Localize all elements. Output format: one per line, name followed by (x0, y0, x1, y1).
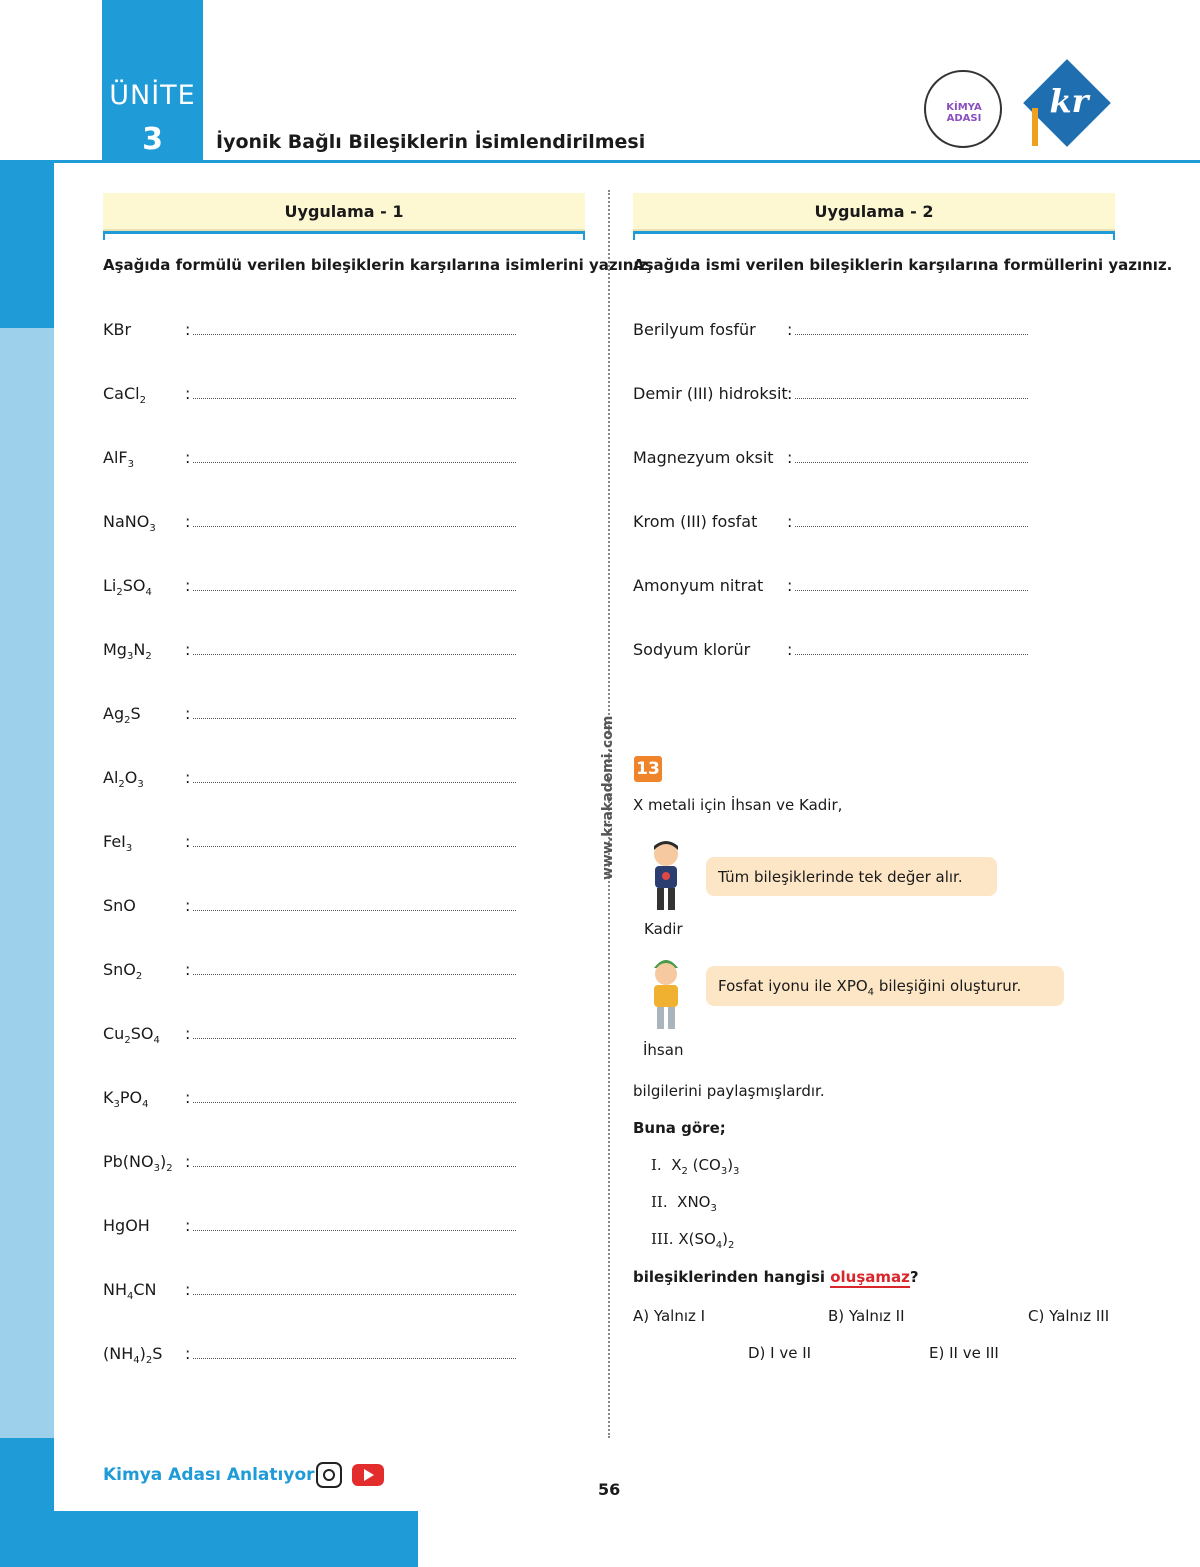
formula: $Cu_2SO_4$ (103, 1024, 160, 1047)
answer-line[interactable] (795, 386, 1028, 399)
logo-text: KİMYA ADASI (946, 102, 982, 124)
formula-row (103, 640, 191, 663)
compound-name-row (633, 512, 793, 531)
formula: $(NH_4)_2S$ (103, 1344, 163, 1367)
colon: : (185, 576, 191, 595)
colon: : (185, 512, 191, 531)
colon: : (185, 320, 191, 339)
logo-tassel (1032, 108, 1038, 146)
formula-row (103, 704, 191, 727)
header-divider (0, 160, 1200, 163)
section2-title: Uygulama - 2 (814, 202, 934, 221)
answer-line[interactable] (193, 898, 516, 911)
formula-row (103, 384, 191, 407)
formula: CaCl$_2$ (103, 384, 146, 407)
compound-name-row (633, 448, 793, 467)
answer-line[interactable] (193, 1026, 516, 1039)
colon: : (185, 960, 191, 979)
section2-instruction: Aşağıda ismi verilen bileşiklerin karşılarına formüllerini yazınız. (633, 256, 1173, 274)
formula: $K_3PO_4$ (103, 1088, 149, 1111)
footer-band (0, 1438, 54, 1511)
colon: : (185, 1280, 191, 1299)
answer-line[interactable] (193, 322, 516, 335)
compound-name-row (633, 320, 793, 339)
colon: : (185, 1216, 191, 1235)
answer-line[interactable] (193, 1154, 516, 1167)
formula-row (103, 960, 191, 983)
section2-header (633, 193, 1115, 234)
page-title: İyonik Bağlı Bileşiklerin İsimlendirilmesi (216, 131, 646, 153)
colon: : (787, 640, 793, 659)
kadir-figure-icon (646, 838, 686, 914)
compound-name: Krom (III) fosfat (633, 512, 758, 531)
kadir-name: Kadir (644, 920, 683, 938)
formula: SnO (103, 896, 136, 915)
colon: : (185, 704, 191, 723)
colon: : (185, 1344, 191, 1363)
formula: AlF$_3$ (103, 448, 134, 471)
answer-line[interactable] (193, 1346, 516, 1359)
answer-d[interactable]: D) I ve II (748, 1344, 812, 1362)
shared-text: bilgilerini paylaşmışlardır. (633, 1082, 825, 1100)
formula-row (103, 512, 191, 535)
answer-line[interactable] (795, 514, 1028, 527)
formula: NaNO$_3$ (103, 512, 156, 535)
sidebar-band-light (0, 328, 54, 1438)
kr-logo-text: kr (1049, 82, 1089, 120)
website-text: www.krakademi.com (600, 715, 616, 880)
question-ask: bileşiklerinden hangisi oluşamaz? (633, 1268, 919, 1286)
ihsan-speech-bubble (706, 966, 1064, 1006)
answer-line[interactable] (193, 642, 516, 655)
answer-b[interactable]: B) Yalnız II (828, 1307, 905, 1325)
unit-label: ÜNİTE (109, 80, 196, 111)
kadir-statement: Tüm bileşiklerinde tek değer alır. (718, 868, 963, 886)
colon: : (787, 384, 793, 403)
question-intro: X metali için İhsan ve Kadir, (633, 796, 843, 814)
kimya-adasi-logo (924, 70, 1002, 148)
colon: : (185, 448, 191, 467)
youtube-icon[interactable] (352, 1464, 384, 1486)
compound-name-row (633, 640, 793, 659)
formula-row (103, 1280, 191, 1303)
answer-line[interactable] (193, 450, 516, 463)
answer-c[interactable]: C) Yalnız III (1028, 1307, 1110, 1325)
colon: : (185, 768, 191, 787)
answer-line[interactable] (795, 450, 1028, 463)
formula-row (103, 1344, 191, 1367)
section1-header (103, 193, 585, 234)
option-2: II. $XNO_3$ (651, 1193, 717, 1214)
footer-band-bottom (0, 1511, 418, 1567)
answer-line[interactable] (193, 578, 516, 591)
unit-number: 3 (142, 122, 163, 157)
compound-name-row (633, 384, 793, 403)
formula-row (103, 1024, 191, 1047)
answer-line[interactable] (193, 1282, 516, 1295)
ihsan-statement: Fosfat iyonu ile $XPO_4$ bileşiğini oluşturur. (718, 977, 1022, 998)
colon: : (787, 512, 793, 531)
kadir-speech-bubble (706, 857, 997, 896)
answer-line[interactable] (795, 642, 1028, 655)
formula-row (103, 832, 191, 855)
page-number: 56 (598, 1480, 621, 1499)
ihsan-figure-icon (646, 954, 686, 1032)
formula-row (103, 1088, 191, 1111)
answer-line[interactable] (193, 1218, 516, 1231)
answer-line[interactable] (795, 578, 1028, 591)
formula-row (103, 576, 191, 599)
formula: $Li_2SO_4$ (103, 576, 152, 599)
formula-row (103, 448, 191, 471)
formula: FeI$_3$ (103, 832, 133, 855)
answer-line[interactable] (193, 834, 516, 847)
compound-name-row (633, 576, 793, 595)
answer-line[interactable] (193, 962, 516, 975)
section1-instruction: Aşağıda formülü verilen bileşiklerin karşılarına isimlerini yazınız. (103, 256, 654, 274)
formula: $Mg_3N_2$ (103, 640, 152, 663)
colon: : (185, 384, 191, 403)
colon: : (185, 1152, 191, 1171)
colon: : (787, 448, 793, 467)
colon: : (185, 1024, 191, 1043)
formula-row (103, 896, 191, 918)
compound-name: Magnezyum oksit (633, 448, 774, 467)
emphasis-word: oluşamaz (830, 1268, 910, 1286)
formula: $Pb(NO_3)_2$ (103, 1152, 173, 1175)
formula-row (103, 1152, 191, 1175)
answer-line[interactable] (193, 770, 516, 783)
formula: $Ag_2S$ (103, 704, 141, 727)
colon: : (787, 576, 793, 595)
answer-e[interactable]: E) II ve III (929, 1344, 999, 1362)
formula: KBr (103, 320, 132, 339)
option-3: III. $X(SO_4)_2$ (651, 1230, 735, 1251)
answer-line[interactable] (193, 386, 516, 399)
footer-brand: Kimya Adası Anlatıyor (103, 1465, 315, 1485)
answer-a[interactable]: A) Yalnız I (633, 1307, 706, 1325)
according-text: Buna göre; (633, 1119, 726, 1137)
compound-name: Berilyum fosfür (633, 320, 756, 339)
instagram-icon[interactable] (316, 1462, 342, 1488)
answer-line[interactable] (795, 322, 1028, 335)
formula: $NH_4CN$ (103, 1280, 157, 1303)
formula: $Al_2O_3$ (103, 768, 144, 791)
sidebar-band-dark (0, 163, 54, 328)
formula: HgOH (103, 1216, 150, 1235)
compound-name: Demir (III) hidroksit (633, 384, 788, 403)
colon: : (185, 832, 191, 851)
answer-line[interactable] (193, 514, 516, 527)
colon: : (787, 320, 793, 339)
formula-row (103, 1216, 191, 1238)
colon: : (185, 1088, 191, 1107)
ihsan-name: İhsan (643, 1041, 684, 1059)
compound-name: Sodyum klorür (633, 640, 751, 659)
option-1: I. $X_2$ $(CO_3)_3$ (651, 1156, 740, 1177)
formula: SnO$_2$ (103, 960, 143, 983)
colon: : (185, 896, 191, 915)
question-number: 13 (634, 756, 662, 782)
answer-line[interactable] (193, 1090, 516, 1103)
formula-row (103, 768, 191, 791)
formula-row (103, 320, 191, 342)
unit-badge (102, 0, 203, 162)
answer-line[interactable] (193, 706, 516, 719)
compound-name: Amonyum nitrat (633, 576, 764, 595)
section1-title: Uygulama - 1 (284, 202, 404, 221)
colon: : (185, 640, 191, 659)
